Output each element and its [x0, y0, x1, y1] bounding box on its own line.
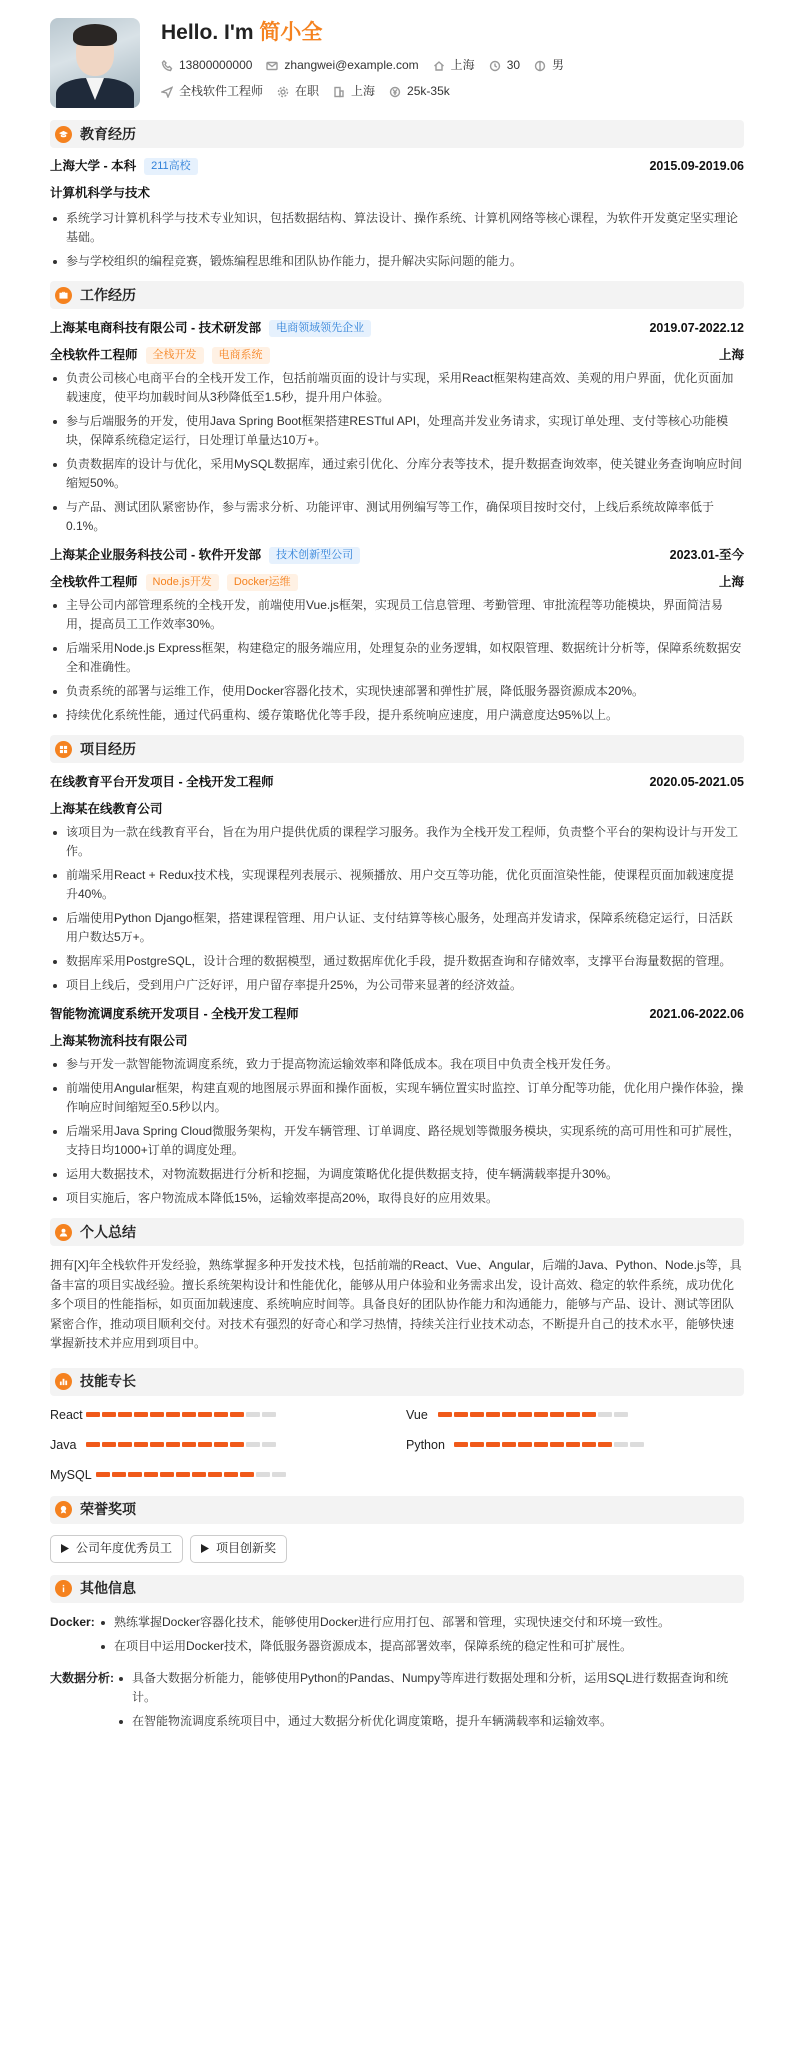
- skill-segment: [112, 1472, 126, 1477]
- skill-level-bar: [96, 1472, 288, 1477]
- skill-segment: [470, 1442, 484, 1447]
- list-item: 主导公司内部管理系统的全栈开发，前端使用Vue.js框架，实现员工信息管理、考勤管理、审批流程等功能模块，界面简洁易用，提高员工工作效率30%。: [50, 596, 744, 634]
- skill-segment: [192, 1472, 206, 1477]
- skill-segment: [272, 1472, 286, 1477]
- skill-segment: [128, 1472, 142, 1477]
- skill-segment: [198, 1412, 212, 1417]
- skill-segment: [230, 1412, 244, 1417]
- skill-segment: [166, 1412, 180, 1417]
- skill-segment: [214, 1442, 228, 1447]
- skill-tag: 全栈开发: [146, 347, 204, 364]
- list-item: 系统学习计算机科学与技术专业知识，包括数据结构、算法设计、操作系统、计算机网络等核心课程，为软件开发奠定坚实理论基础。: [50, 209, 744, 247]
- list-item: 数据库采用PostgreSQL，设计合理的数据模型，通过数据库优化手段，提升数据查询和存储效率，支撑平台海量数据的管理。: [50, 952, 744, 971]
- skill-name: MySQL: [50, 1467, 92, 1482]
- skill-segment: [102, 1412, 116, 1417]
- bar-chart-icon: [55, 1373, 72, 1390]
- list-item: 参与开发一款智能物流调度系统，致力于提高物流运输效率和降低成本。我在项目中负责全栈开发任务。: [50, 1055, 744, 1074]
- list-item: 在智能物流调度系统项目中，通过大数据分析优化调度策略，提升车辆满载率和运输效率。: [116, 1712, 744, 1731]
- candidate-name: 简小全: [259, 21, 323, 44]
- section-header-awards: 荣誉奖项: [50, 1496, 744, 1524]
- skill-segment: [198, 1442, 212, 1447]
- work-period: 2023.01-至今: [669, 548, 744, 562]
- list-item: 具备大数据分析能力，能够使用Python的Pandas、Numpy等库进行数据处理和分析，运用SQL进行数据查询和统计。: [116, 1669, 744, 1707]
- school-name: 上海大学 - 本科: [50, 159, 137, 173]
- skill-segment: [150, 1442, 164, 1447]
- list-item: 前端采用React + Redux技术栈，实现课程列表展示、视频播放、用户交互等功能，优化页面渲染性能，使课程页面加载速度提升40%。: [50, 866, 744, 904]
- skill-level-bar: [86, 1412, 278, 1417]
- skill-segment: [176, 1472, 190, 1477]
- skill-segment: [454, 1442, 468, 1447]
- list-item: 该项目为一款在线教育平台，旨在为用户提供优质的课程学习服务。我作为全栈开发工程师，负责整个平台的架构设计与开发工作。: [50, 823, 744, 861]
- skill-segment: [438, 1412, 452, 1417]
- company-tag: 电商领域领先企业: [269, 320, 371, 337]
- skill-tag: Node.js开发: [146, 574, 219, 591]
- skill-item: [406, 1404, 744, 1426]
- home-icon: [433, 60, 445, 72]
- role: 全栈软件工程师: [50, 348, 138, 362]
- company-tag: 技术创新型公司: [269, 547, 360, 564]
- play-icon: [201, 1544, 209, 1553]
- skill-item: [50, 1434, 406, 1456]
- skill-segment: [144, 1472, 158, 1477]
- skill-level-bar: [454, 1442, 646, 1447]
- skill-segment: [224, 1472, 238, 1477]
- list-item: 后端采用Java Spring Cloud微服务架构，开发车辆管理、订单调度、路径规划等微服务模块，实现系统的高可用性和可扩展性，支持日均1000+订单的调度处理。: [50, 1122, 744, 1160]
- skill-item: [50, 1404, 406, 1426]
- company-name: 上海某企业服务科技公司 - 软件开发部: [50, 548, 262, 562]
- skill-segment: [230, 1442, 244, 1447]
- skill-segment: [566, 1442, 580, 1447]
- resume-header: [50, 18, 744, 118]
- mail-icon: [266, 60, 278, 72]
- play-icon: [61, 1544, 69, 1553]
- work-bullets: [50, 596, 744, 725]
- skill-segment: [518, 1412, 532, 1417]
- building-icon: [333, 86, 345, 98]
- company-name: 上海某电商科技有限公司 - 技术研发部: [50, 321, 262, 335]
- info-icon: [55, 1580, 72, 1597]
- list-item: 后端使用Python Django框架，搭建课程管理、用户认证、支付结算等核心服务，处理高并发请求，保障系统稳定运行，日活跃用户数达5万+。: [50, 909, 744, 947]
- grid-icon: [55, 741, 72, 758]
- section-header-skills: 技能专长: [50, 1368, 744, 1396]
- other-key: 大数据分析:: [50, 1670, 114, 1685]
- page-title: Hello. I'm 简小全: [161, 21, 323, 44]
- project-bullets: [50, 1055, 744, 1208]
- skill-segment: [630, 1442, 644, 1447]
- list-item: 熟练掌握Docker容器化技术，能够使用Docker进行应用打包、部署和管理，实现快速交付和环境一致性。: [98, 1613, 670, 1632]
- section-header-projects: 项目经历: [50, 735, 744, 763]
- list-item: 负责系统的部署与运维工作，使用Docker容器化技术，实现快速部署和弹性扩展，降低服务器资源成本20%。: [50, 682, 744, 701]
- skill-segment: [486, 1442, 500, 1447]
- skill-level-bar: [86, 1442, 278, 1447]
- skill-name: Python: [406, 1437, 445, 1452]
- skill-segment: [118, 1412, 132, 1417]
- summary-text: 拥有[X]年全栈软件开发经验，熟练掌握多种开发技术栈，包括前端的React、Vue、Angular，后端的Java、Python、Node.js等，具备丰富的项目实战经验。擅长系统架构设计和性能优化，能够从用户体验和业务需求出发，设计高效、稳定的软件系统，成功优化多个项目的性能指标，如页面加载速度、系统响应时间等。具备良好的团队协作能力和沟通能力，能够与产品、设计、测试等团队紧密合作，推动项目顺利交付。对技术有强烈的好奇心和学习热情，持续关注行业技术动态，不断提升自己的技术水平，能够快速掌握新技术并应用到项目中。: [50, 1258, 742, 1350]
- gender-item: 男: [534, 56, 564, 75]
- skill-segment: [534, 1412, 548, 1417]
- work-location: 上海: [718, 348, 744, 362]
- awards-list: [50, 1535, 744, 1563]
- contact-row: [161, 57, 578, 75]
- work-location: 上海: [718, 575, 744, 589]
- skill-segment: [246, 1412, 260, 1417]
- skill-segment: [182, 1442, 196, 1447]
- skill-segment: [614, 1442, 628, 1447]
- project-name: 智能物流调度系统开发项目 - 全栈开发工程师: [50, 1007, 299, 1021]
- project-entry: [50, 772, 744, 995]
- email-item: zhangwei@example.com: [266, 56, 418, 75]
- skills-grid: [50, 1404, 744, 1486]
- project-name: 在线教育平台开发项目 - 全栈开发工程师: [50, 775, 274, 789]
- skill-segment: [598, 1442, 612, 1447]
- work-entry: [50, 318, 744, 536]
- skill-segment: [256, 1472, 270, 1477]
- skill-segment: [214, 1412, 228, 1417]
- list-item: 与产品、测试团队紧密协作，参与需求分析、功能评审、测试用例编写等工作，确保项目按时交付，上线后系统故障率低于0.1%。: [50, 498, 744, 536]
- skill-level-bar: [438, 1412, 630, 1417]
- work-entry: [50, 545, 744, 725]
- status-item: 在职: [277, 82, 319, 101]
- list-item: 在项目中运用Docker技术，降低服务器资源成本，提高部署效率，保障系统的稳定性和可扩展性。: [98, 1637, 670, 1656]
- list-item: 参与后端服务的开发，使用Java Spring Boot框架搭建RESTful API，处理高并发业务请求，实现订单处理、支付等核心功能模块，保障系统稳定运行，日处理订单量达10万+。: [50, 412, 744, 450]
- major: 计算机科学与技术: [50, 186, 151, 200]
- skill-segment: [246, 1442, 260, 1447]
- project-bullets: [50, 823, 744, 995]
- education-period: 2015.09-2019.06: [649, 159, 744, 173]
- list-item: 持续优化系统性能，通过代码重构、缓存策略优化等手段，提升系统响应速度，用户满意度达95%以上。: [50, 706, 744, 725]
- skill-tag: 电商系统: [212, 347, 270, 364]
- list-item: 项目上线后，受到用户广泛好评，用户留存率提升25%，为公司带来显著的经济效益。: [50, 976, 744, 995]
- other-group: [50, 1613, 744, 1661]
- project-entry: [50, 1004, 744, 1208]
- skill-segment: [518, 1442, 532, 1447]
- project-company: 上海某在线教育公司: [50, 802, 163, 816]
- phone-item: 13800000000: [161, 56, 252, 75]
- money-icon: [389, 86, 401, 98]
- city-item: 上海: [433, 56, 475, 75]
- list-item: 项目实施后，客户物流成本降低15%，运输效率提高20%，取得良好的应用效果。: [50, 1189, 744, 1208]
- other-group: [50, 1669, 744, 1736]
- skill-name: Vue: [406, 1407, 428, 1422]
- skill-segment: [550, 1442, 564, 1447]
- list-item: 负责公司核心电商平台的全栈开发工作，包括前端页面的设计与实现，采用React框架构建高效、美观的用户界面，优化页面加载速度，使平均加载时间从3秒降低至1.5秒，提升用户体验。: [50, 369, 744, 407]
- skill-segment: [582, 1442, 596, 1447]
- job-city-item: 上海: [333, 82, 375, 101]
- education-bullets: [50, 209, 744, 271]
- skill-segment: [550, 1412, 564, 1417]
- skill-segment: [502, 1412, 516, 1417]
- skill-segment: [182, 1412, 196, 1417]
- list-item: 前端使用Angular框架，构建直观的地图展示界面和操作面板，实现车辆位置实时监控、订单分配等功能，优化用户操作体验，操作响应时间缩短至0.5秒以内。: [50, 1079, 744, 1117]
- skill-segment: [134, 1412, 148, 1417]
- skill-segment: [118, 1442, 132, 1447]
- skill-segment: [208, 1472, 222, 1477]
- user-icon: [55, 1224, 72, 1241]
- skill-item: [50, 1464, 406, 1486]
- school-tag: 211高校: [144, 158, 198, 175]
- section-header-work: 工作经历: [50, 281, 744, 309]
- skill-name: Java: [50, 1437, 77, 1452]
- age-item: 30: [489, 56, 520, 75]
- skill-segment: [454, 1412, 468, 1417]
- graduation-cap-icon: [55, 126, 72, 143]
- list-item: 负责数据库的设计与优化，采用MySQL数据库，通过索引优化、分库分表等技术，提升数据查询效率，使关键业务查询响应时间缩短50%。: [50, 455, 744, 493]
- project-period: 2021.06-2022.06: [649, 1007, 744, 1021]
- skill-segment: [566, 1412, 580, 1417]
- project-period: 2020.05-2021.05: [649, 775, 744, 789]
- skill-segment: [86, 1412, 100, 1417]
- skill-segment: [134, 1442, 148, 1447]
- skill-segment: [150, 1412, 164, 1417]
- award-icon: [55, 1501, 72, 1518]
- work-bullets: [50, 369, 744, 536]
- skill-tag: Docker运维: [227, 574, 298, 591]
- gear-icon: [277, 86, 289, 98]
- award-item: 项目创新奖: [190, 1535, 287, 1563]
- skill-segment: [86, 1442, 100, 1447]
- skill-segment: [598, 1412, 612, 1417]
- skill-segment: [96, 1472, 110, 1477]
- skill-segment: [614, 1412, 628, 1417]
- other-key: Docker:: [50, 1614, 95, 1629]
- skill-segment: [502, 1442, 516, 1447]
- section-header-education: 教育经历: [50, 120, 744, 148]
- skill-segment: [470, 1412, 484, 1417]
- skill-segment: [166, 1442, 180, 1447]
- list-item: 参与学校组织的编程竞赛，锻炼编程思维和团队协作能力，提升解决实际问题的能力。: [50, 252, 744, 271]
- job-row: [161, 83, 578, 101]
- role: 全栈软件工程师: [50, 575, 138, 589]
- avatar: [50, 18, 140, 108]
- list-item: 后端采用Node.js Express框架，构建稳定的服务端应用，处理复杂的业务逻辑，如权限管理、数据统计分析等，保障系统数据安全和准确性。: [50, 639, 744, 677]
- send-icon: [161, 86, 173, 98]
- header-info: [161, 18, 578, 101]
- user-icon: [534, 60, 546, 72]
- clock-icon: [489, 60, 501, 72]
- project-company: 上海某物流科技有限公司: [50, 1034, 188, 1048]
- briefcase-icon: [55, 287, 72, 304]
- skill-segment: [534, 1442, 548, 1447]
- skill-segment: [262, 1412, 276, 1417]
- skill-segment: [160, 1472, 174, 1477]
- skill-segment: [582, 1412, 596, 1417]
- salary-item: 25k-35k: [389, 82, 450, 101]
- skill-segment: [262, 1442, 276, 1447]
- job-item: 全栈软件工程师: [161, 82, 263, 101]
- award-item: 公司年度优秀员工: [50, 1535, 183, 1563]
- skill-segment: [102, 1442, 116, 1447]
- list-item: 运用大数据技术，对物流数据进行分析和挖掘，为调度策略优化提供数据支持，使车辆满载率提升30%。: [50, 1165, 744, 1184]
- skill-segment: [486, 1412, 500, 1417]
- section-header-other: 其他信息: [50, 1575, 744, 1603]
- work-period: 2019.07-2022.12: [649, 321, 744, 335]
- education-entry: [50, 156, 744, 271]
- skill-item: [406, 1434, 744, 1456]
- skill-name: React: [50, 1407, 83, 1422]
- phone-icon: [161, 60, 173, 72]
- section-header-summary: 个人总结: [50, 1218, 744, 1246]
- skill-segment: [240, 1472, 254, 1477]
